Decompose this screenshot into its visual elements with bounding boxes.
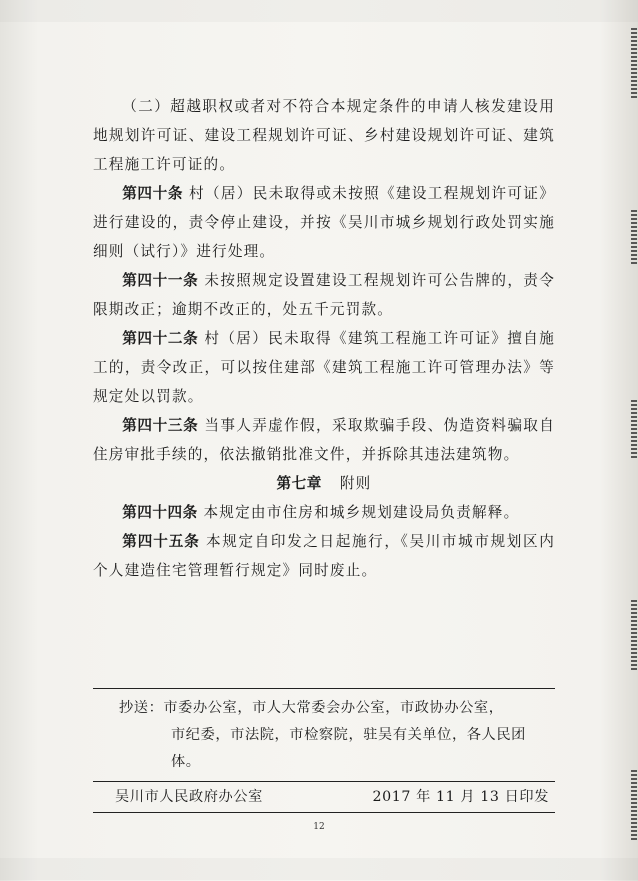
document-body bbox=[93, 92, 555, 585]
paragraph-item-2 bbox=[93, 92, 555, 179]
article-45 bbox=[93, 527, 555, 585]
article-40 bbox=[93, 179, 555, 266]
scan-edge-mark bbox=[631, 28, 637, 98]
article-label: 第四十条 bbox=[122, 185, 184, 202]
issue-info bbox=[93, 782, 555, 812]
chapter-title: 附则 bbox=[339, 475, 372, 492]
article-label: 第四十三条 bbox=[122, 417, 199, 434]
article-label: 第四十二条 bbox=[122, 330, 199, 347]
article-label: 第四十五条 bbox=[122, 533, 200, 550]
cc-recipients-line-2: 市纪委，市法院，市检察院，驻吴有关单位，各人民团体。 bbox=[171, 727, 526, 770]
cc-list bbox=[93, 689, 555, 781]
article-text: 本规定由市住房和城乡规划建设局负责解释。 bbox=[203, 504, 520, 521]
chapter-heading bbox=[93, 469, 555, 498]
chapter-label: 第七章 bbox=[276, 475, 322, 492]
page-number: 12 bbox=[313, 822, 325, 832]
scan-edge-mark bbox=[631, 600, 637, 670]
cc-label: 抄送： bbox=[119, 700, 164, 716]
article-44 bbox=[93, 498, 555, 527]
article-42 bbox=[93, 324, 555, 411]
issue-date: 2017 年 11 月 13 日印发 bbox=[372, 789, 549, 805]
scan-edge-mark bbox=[631, 400, 637, 460]
article-label: 第四十一条 bbox=[122, 272, 199, 289]
article-text: 本规定自印发之日起施行，《吴川市城市规划区内个人建造住宅管理暂行规定》同时废止。 bbox=[93, 533, 555, 579]
distribution-footer bbox=[93, 688, 555, 813]
cc-recipients-line-1: 市委办公室，市人大常委会办公室，市政协办公室， bbox=[163, 700, 504, 716]
paragraph-text: （二）超越职权或者对不符合本规定条件的申请人核发建设用地规划许可证、建设工程规划许可证、乡村建设规划许可证、建筑工程施工许可证的。 bbox=[93, 98, 555, 173]
scan-edge-mark bbox=[631, 210, 637, 266]
issuer-name: 吴川市人民政府办公室 bbox=[115, 789, 263, 805]
bottom-bleed-shadow bbox=[0, 858, 638, 880]
article-text: 村（居）民未取得《建筑工程施工许可证》擅自施工的，责令改正，可以按住建部《建筑工程施工许可管理办法》等规定处以罚款。 bbox=[93, 330, 555, 405]
article-label: 第四十四条 bbox=[122, 504, 198, 521]
article-text: 村（居）民未取得或未按照《建设工程规划许可证》进行建设的，责令停止建设，并按《吴川市城乡规划行政处罚实施细则（试行）》进行处理。 bbox=[93, 185, 555, 260]
article-41 bbox=[93, 266, 555, 324]
article-text: 当事人弄虚作假，采取欺骗手段、伪造资料骗取自住房审批手续的，依法撤销批准文件，并拆除其违法建筑物。 bbox=[93, 417, 555, 463]
article-43 bbox=[93, 411, 555, 469]
top-bleed-shadow bbox=[0, 0, 638, 22]
footer-bottom-rule bbox=[93, 812, 555, 813]
article-text: 未按照规定设置建设工程规划许可公告牌的，责令限期改正；逾期不改正的，处五千元罚款。 bbox=[93, 272, 555, 318]
